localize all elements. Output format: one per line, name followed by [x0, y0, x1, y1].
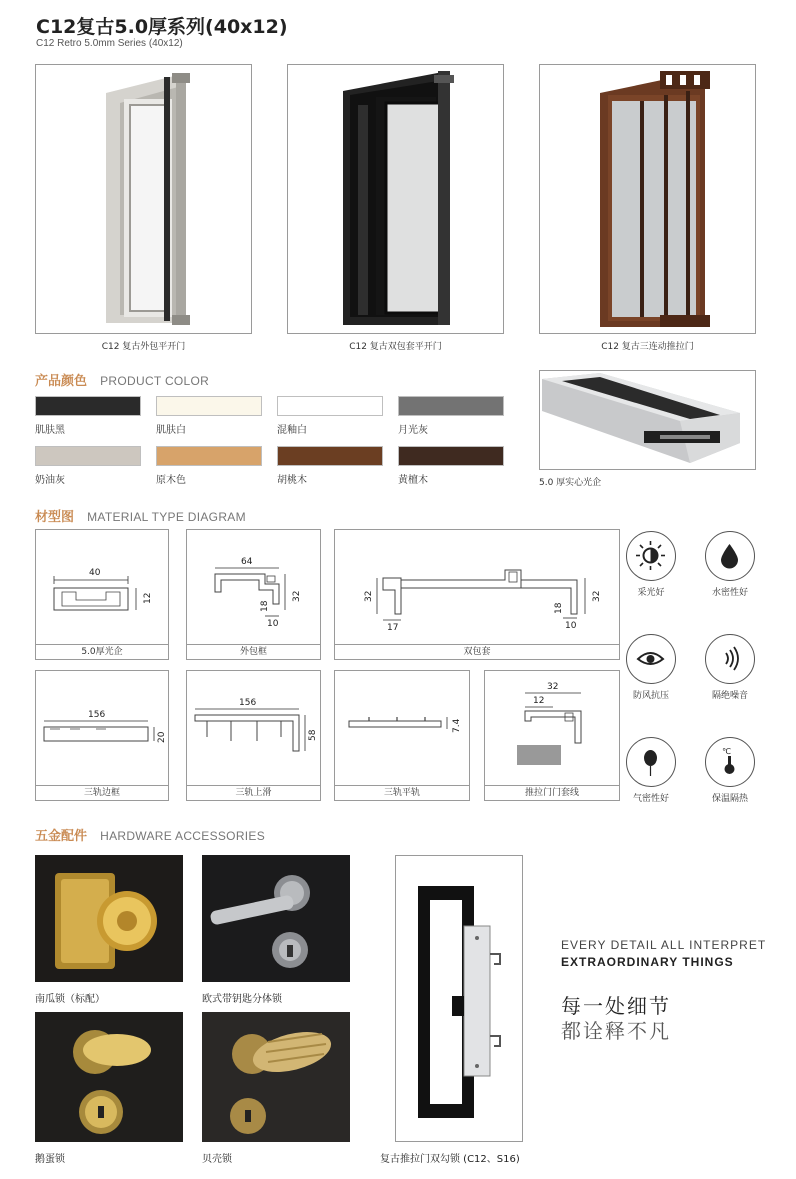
profile-image — [539, 370, 756, 470]
slogan-en-line-2: EXTRAORDINARY THINGS — [561, 955, 734, 969]
feature-label: 水密性好 — [711, 588, 748, 598]
dim-label: 17 — [387, 623, 399, 633]
color-swatch — [277, 396, 383, 416]
casement-door-drawing — [36, 65, 252, 334]
dim-label: 20 — [157, 731, 167, 743]
sliding-door-trim-drawing — [485, 671, 619, 785]
feature-label: 采光好 — [637, 588, 665, 598]
diagram-caption: 双包套 — [335, 644, 619, 659]
dim-label: 18 — [260, 600, 270, 612]
sliding-lock-caption: 复古推拉门双勾锁 (C12、S16) — [380, 1154, 520, 1165]
swatch-label: 原木色 — [156, 475, 186, 486]
feature-label: 隔绝噪音 — [711, 691, 748, 701]
balloon-icon — [626, 737, 676, 787]
dim-label: 18 — [554, 602, 564, 614]
feature-label: 保温隔热 — [711, 794, 748, 804]
light-profile-drawing — [36, 530, 168, 644]
dim-label: 64 — [241, 557, 253, 567]
diagram-caption: 外包框 — [187, 644, 320, 659]
hardware-caption: 鹅蛋锁 — [35, 1154, 65, 1165]
hardware-title-cn: 五金配件 — [35, 829, 88, 844]
color-swatch — [398, 396, 504, 416]
swatch-label: 月光灰 — [398, 425, 428, 436]
hardware-heading — [35, 825, 265, 844]
profile-caption: 5.0 厚实心光企 — [539, 478, 602, 488]
diagram-three-track-frame — [35, 670, 169, 801]
feature-label: 防风抗压 — [632, 691, 669, 701]
outer-frame-drawing — [187, 530, 320, 644]
hardware-title-en: HARDWARE ACCESSORIES — [100, 829, 266, 843]
dim-label: 156 — [239, 698, 257, 708]
product-caption-2: C12 复古双包套平开门 — [349, 342, 442, 352]
dim-label: 32 — [592, 590, 602, 602]
swatch-label: 奶油灰 — [35, 475, 65, 486]
material-heading — [35, 506, 246, 525]
double-casing-door-drawing — [288, 65, 504, 334]
sun-icon — [626, 531, 676, 581]
dim-label: 10 — [565, 621, 577, 631]
material-title-en: MATERIAL TYPE DIAGRAM — [87, 510, 246, 524]
diagram-sliding-door-trim — [484, 670, 620, 801]
swatch-item — [156, 446, 262, 486]
dim-label: 40 — [89, 568, 101, 578]
color-swatch — [156, 396, 262, 416]
dim-label: 32 — [547, 682, 559, 692]
swatch-item — [156, 396, 262, 436]
product-color-title-cn: 产品颜色 — [35, 374, 88, 389]
egg-lock-photo — [35, 1012, 183, 1142]
swatch-label: 胡桃木 — [277, 475, 307, 486]
shell-lock-photo — [202, 1012, 350, 1142]
diagram-caption: 5.0厚光企 — [36, 644, 168, 659]
diagram-caption: 三轨边框 — [36, 785, 168, 800]
dim-label: 7.4 — [452, 718, 462, 733]
slogan-en-line-1: EVERY DETAIL ALL INTERPRET — [561, 938, 767, 952]
product-image-sliding-door — [539, 64, 756, 334]
color-swatch — [156, 446, 262, 466]
double-hook-lock-drawing — [396, 856, 523, 1142]
material-title-cn: 材型图 — [35, 510, 75, 525]
color-swatch — [277, 446, 383, 466]
hardware-caption: 南瓜锁（标配） — [35, 994, 105, 1005]
three-track-top-drawing — [187, 671, 320, 785]
diagram-caption: 三轨上滑 — [187, 785, 320, 800]
sound-icon — [705, 634, 755, 684]
three-track-flat-drawing — [335, 671, 469, 785]
hardware-caption: 贝壳锁 — [202, 1154, 232, 1165]
dim-label: 32 — [364, 590, 374, 602]
product-image-double-casing-door — [287, 64, 504, 334]
three-track-frame-drawing — [36, 671, 168, 785]
product-caption-1: C12 复古外包平开门 — [101, 342, 186, 352]
diagram-three-track-top — [186, 670, 321, 801]
product-color-heading — [35, 370, 209, 389]
color-swatch — [398, 446, 504, 466]
product-caption-3: C12 复古三连动推拉门 — [601, 342, 694, 352]
slogan-cn-line-2: 都诠释不凡 — [561, 1019, 671, 1043]
swatch-label: 混釉白 — [277, 425, 307, 436]
color-swatch — [35, 446, 141, 466]
water-drop-icon — [705, 531, 755, 581]
swatch-item — [398, 396, 504, 436]
dim-label: 156 — [88, 710, 106, 720]
sliding-door-lock-image — [395, 855, 523, 1142]
dim-label: 58 — [308, 729, 318, 741]
double-casing-drawing — [335, 530, 619, 644]
thermometer-icon — [705, 737, 755, 787]
color-swatch — [35, 396, 141, 416]
dim-label: 32 — [292, 590, 302, 602]
product-color-title-en: PRODUCT COLOR — [100, 374, 210, 388]
swatch-label: 肌肤白 — [156, 425, 186, 436]
diagram-double-casing — [334, 529, 620, 660]
swatch-item — [35, 446, 141, 486]
diagram-caption: 推拉门门套线 — [485, 785, 619, 800]
dim-label: 12 — [143, 592, 153, 604]
diagram-light-profile — [35, 529, 169, 660]
hardware-caption: 欧式带钥匙分体锁 — [202, 994, 282, 1005]
eye-wind-icon — [626, 634, 676, 684]
slogan-cn-line-1: 每一处细节 — [561, 994, 671, 1018]
thermo-glyph: ℃ — [722, 747, 731, 756]
product-image-casement-door — [35, 64, 252, 334]
profile-drawing — [540, 371, 756, 470]
swatch-label: 肌肤黑 — [35, 425, 65, 436]
diagram-three-track-flat — [334, 670, 470, 801]
swatch-item — [35, 396, 141, 436]
swatch-item — [398, 446, 504, 486]
page-title: C12复古5.0厚系列(40x12) — [36, 16, 288, 38]
dim-label: 10 — [267, 619, 279, 629]
dim-label: 12 — [533, 696, 545, 706]
swatch-item — [277, 396, 383, 436]
sliding-door-drawing — [540, 65, 756, 334]
swatch-item — [277, 446, 383, 486]
pumpkin-lock-photo — [35, 855, 183, 982]
page-subtitle: C12 Retro 5.0mm Series (40x12) — [36, 38, 183, 49]
euro-key-lock-photo — [202, 855, 350, 982]
feature-label: 气密性好 — [632, 794, 669, 804]
diagram-caption: 三轨平轨 — [335, 785, 469, 800]
swatch-label: 黄檀木 — [398, 475, 428, 486]
diagram-outer-frame — [186, 529, 321, 660]
